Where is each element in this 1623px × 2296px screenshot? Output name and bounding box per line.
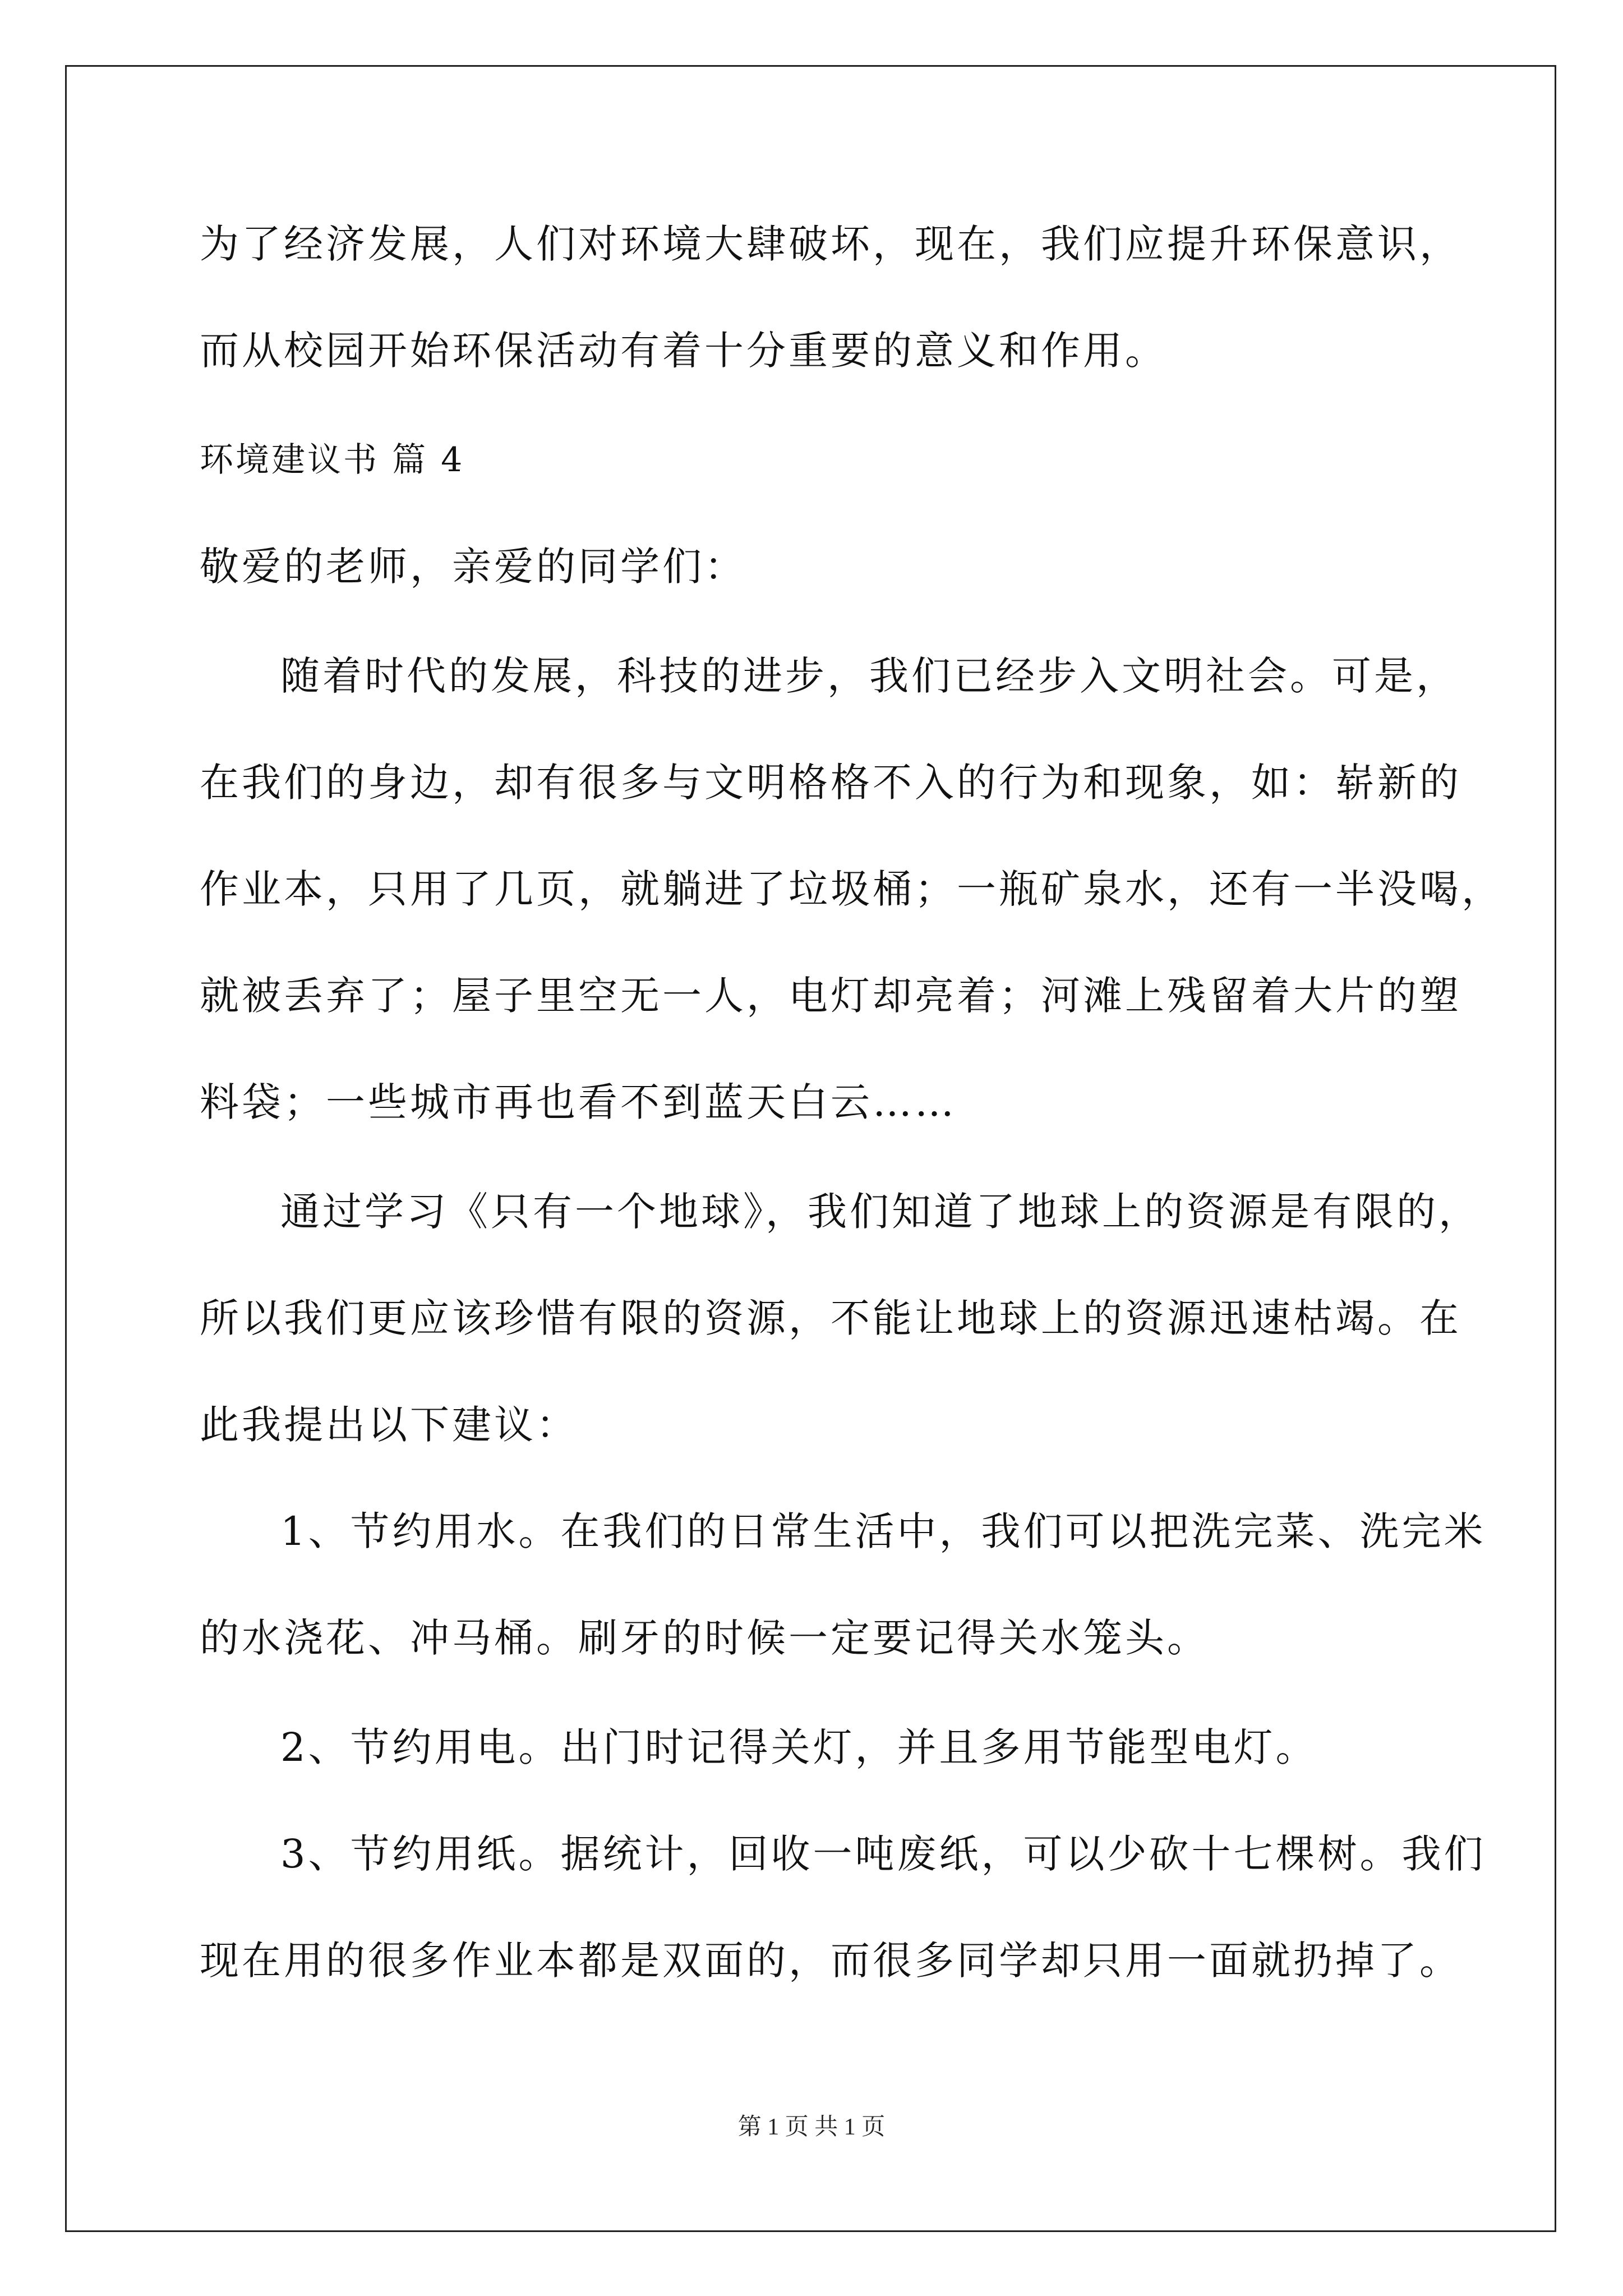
list-item-line: 的水浇花、冲马桶。刷牙的时候一定要记得关水笼头。 [200,1615,1209,1661]
page-border [65,65,1556,2232]
paragraph-line: 料袋；一些城市再也看不到蓝天白云…… [200,1079,957,1125]
list-item-line: 1、节约用水。在我们的日常生活中，我们可以把洗完菜、洗完米 [280,1508,1486,1554]
paragraph-line: 作业本，只用了几页，就躺进了垃圾桶；一瓶矿泉水，还有一半没喝， [200,866,1504,912]
page-footer: 第 1 页 共 1 页 [737,2114,886,2140]
paragraph-line: 所以我们更应该珍惜有限的资源，不能让地球上的资源迅速枯竭。在 [200,1295,1461,1341]
paragraph-line: 为了经济发展，人们对环境大肆破坏，现在，我们应提升环保意识， [200,221,1461,267]
list-item-line: 2、节约用电。出门时记得关灯，并且多用节能型电灯。 [280,1724,1318,1770]
list-item-line: 现在用的很多作业本都是双面的，而很多同学却只用一面就扔掉了。 [200,1938,1461,1984]
salutation: 敬爱的老师，亲爱的同学们： [200,544,746,590]
section-heading: 环境建议书 篇 4 [200,440,465,480]
paragraph-line: 随着时代的发展，科技的进步，我们已经步入文明社会。可是， [280,653,1458,699]
paragraph-line: 而从校园开始环保活动有着十分重要的意义和作用。 [200,328,1167,374]
paragraph-line: 在我们的身边，却有很多与文明格格不入的行为和现象，如：崭新的 [200,760,1461,806]
paragraph-line: 通过学习《只有一个地球》，我们知道了地球上的资源是有限的， [280,1189,1481,1235]
paragraph-line: 就被丢弃了；屋子里空无一人，电灯却亮着；河滩上残留着大片的塑 [200,973,1461,1019]
list-item-line: 3、节约用纸。据统计，回收一吨废纸，可以少砍十七棵树。我们 [280,1831,1486,1877]
paragraph-line: 此我提出以下建议： [200,1402,578,1448]
